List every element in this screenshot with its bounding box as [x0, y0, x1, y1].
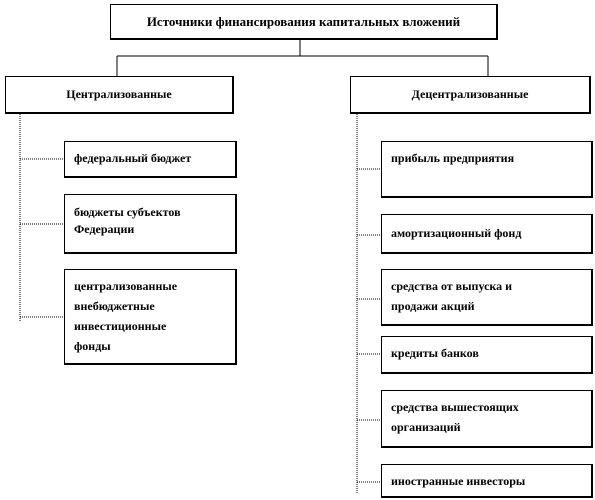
decentralized-item-bank-loans	[381, 336, 593, 374]
decentralized-item-shares	[381, 269, 593, 326]
centralized-item-regional-budgets	[64, 194, 237, 254]
centralized-label: Централизованные	[66, 87, 172, 101]
centralized-item-federal-budget	[64, 141, 237, 178]
decentralized-box	[350, 76, 591, 114]
item-label: средства вышестоящих организаций	[391, 400, 519, 434]
decentralized-item-profit	[381, 141, 593, 198]
item-label: бюджеты субъектов Федерации	[74, 205, 181, 236]
decentralized-item-parent-organizations	[381, 390, 593, 448]
item-label: иностранные инвесторы	[391, 474, 526, 488]
item-label: амортизационный фонд	[391, 226, 522, 240]
decentralized-item-foreign-investors	[381, 464, 593, 498]
item-label: кредиты банков	[391, 346, 479, 360]
item-label: прибыль предприятия	[391, 151, 515, 165]
item-label: централизованные внебюджетные инвестиционные фонды	[74, 279, 178, 353]
centralized-item-extrabudgetary-funds	[64, 269, 237, 365]
centralized-box	[5, 76, 234, 114]
item-label: средства от выпуска и продажи акций	[391, 279, 513, 313]
decentralized-item-depreciation-fund	[381, 214, 593, 254]
decentralized-label: Децентрализованные	[411, 87, 529, 101]
diagram-title-box	[110, 4, 498, 40]
diagram-title: Источники финансирования капитальных вложений	[146, 14, 461, 29]
item-label: федеральный бюджет	[74, 151, 192, 165]
